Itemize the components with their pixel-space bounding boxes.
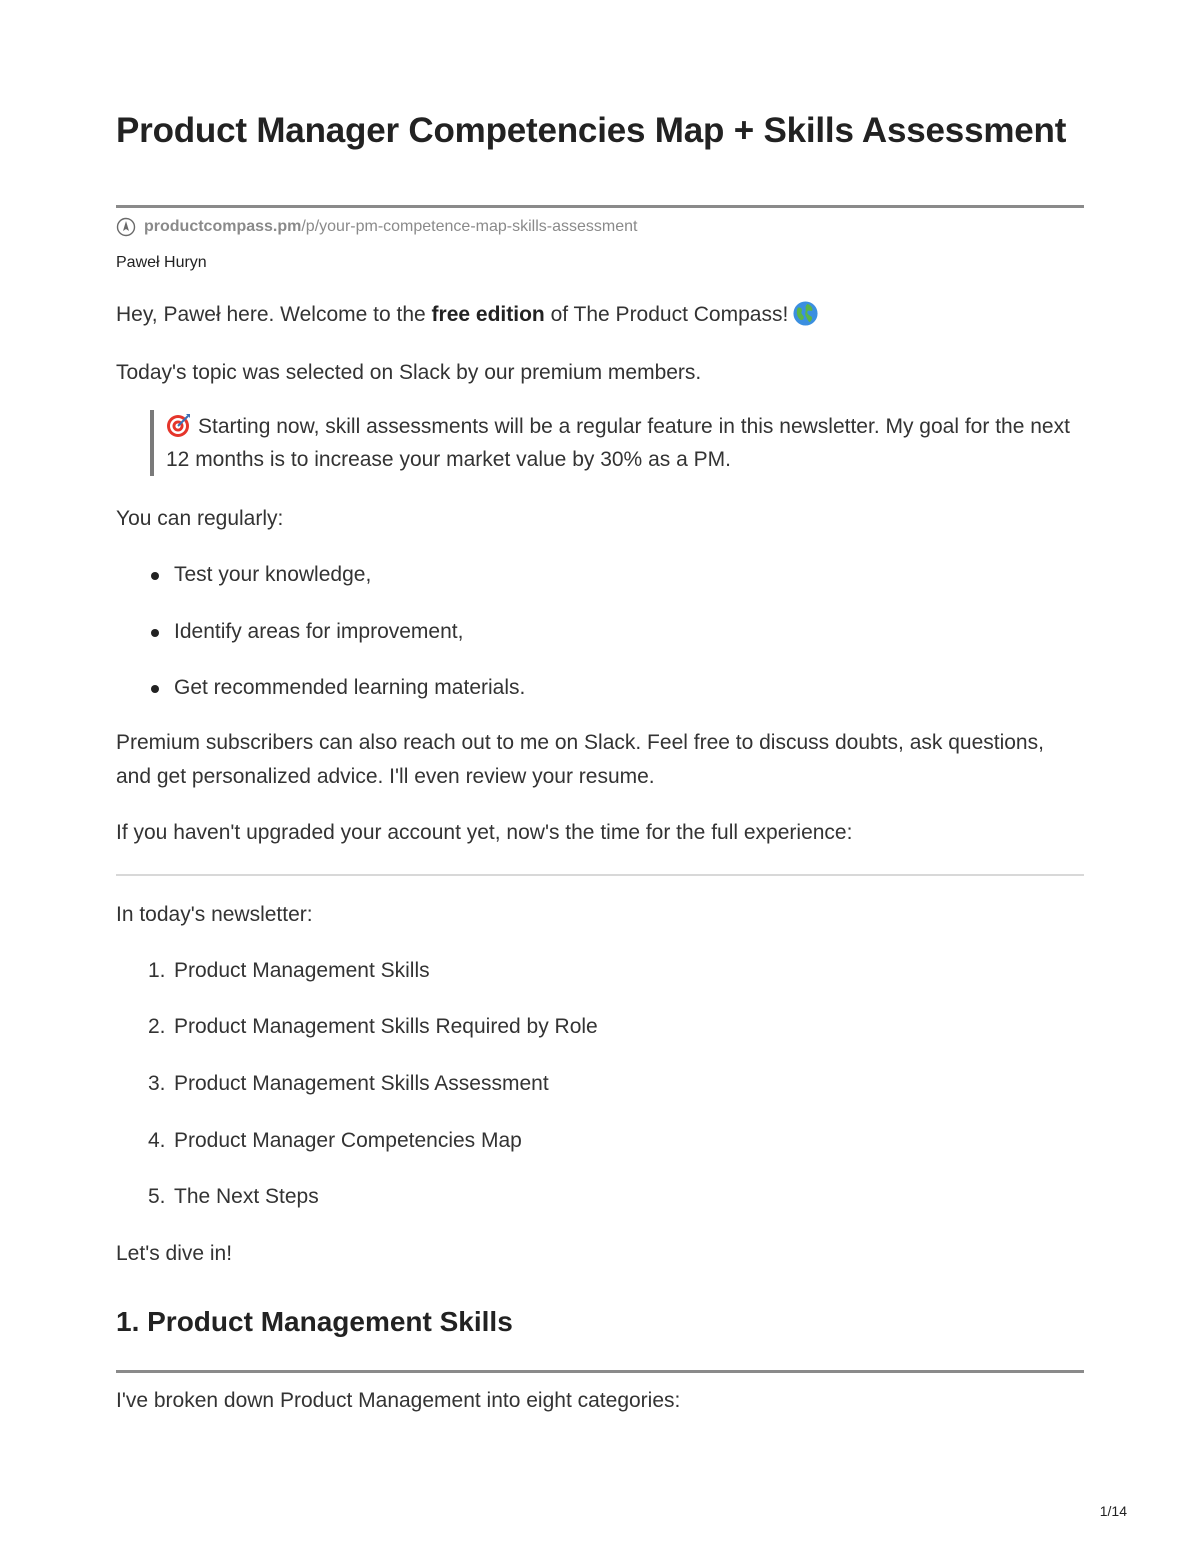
globe-icon: [792, 300, 819, 327]
bullet-icon: [151, 572, 159, 580]
toc-item-number: 4.: [148, 1129, 166, 1152]
section-intro-paragraph: I've broken down Product Management into eight categories:: [116, 1389, 681, 1412]
toc-item-label: Product Management Skills Assessment: [174, 1072, 549, 1095]
target-icon: [166, 412, 192, 438]
toc-item-number: 5.: [148, 1185, 166, 1208]
bullet-icon: [151, 629, 159, 637]
blockquote: [150, 410, 1086, 476]
list-item-text: Test your knowledge,: [174, 563, 372, 586]
toc-item-number: 2.: [148, 1015, 166, 1038]
section-heading-divider: [116, 1370, 1084, 1373]
list-item-text: Get recommended learning materials.: [174, 676, 526, 699]
toc-item-label: The Next Steps: [174, 1185, 319, 1208]
toc-item-label: Product Management Skills Required by Role: [174, 1015, 598, 1038]
topic-paragraph: Today's topic was selected on Slack by our premium members.: [116, 361, 702, 384]
section-heading: 1. Product Management Skills: [116, 1306, 513, 1337]
list-item-text: Identify areas for improvement,: [174, 620, 464, 643]
dive-in-paragraph: Let's dive in!: [116, 1242, 233, 1265]
compass-icon: [116, 217, 136, 237]
title-divider: [116, 205, 1084, 208]
greeting-text-after: of The Product Compass!: [544, 303, 789, 326]
quote-paragraph: [166, 410, 1086, 476]
greeting-text-before: Hey, Paweł here. Welcome to the: [116, 303, 432, 326]
premium-paragraph: Premium subscribers can also reach out to me on Slack. Feel free to discuss doubts, ask questions, and get personalized advice. I'll even review your resume.: [116, 731, 1044, 788]
page-number: 1/14: [1099, 1503, 1127, 1519]
section-divider: [116, 874, 1084, 876]
toc-item-number: 3.: [148, 1072, 166, 1095]
toc-lead: In today's newsletter:: [116, 903, 313, 926]
source-link[interactable]: [116, 216, 637, 238]
quote-text: Starting now, skill assessments will be a regular feature in this newsletter. My goal for the next 12 months is to increase your market value by 30% as a PM.: [166, 415, 1070, 471]
greeting-bold-text: free edition: [431, 303, 545, 326]
toc-item-label: Product Manager Competencies Map: [174, 1129, 522, 1152]
source-path: /p/your-pm-competence-map-skills-assessment: [301, 218, 638, 235]
upgrade-paragraph: If you haven't upgraded your account yet, now's the time for the full experience:: [116, 821, 853, 844]
regularly-lead: You can regularly:: [116, 507, 284, 530]
source-domain: productcompass.pm: [144, 218, 302, 235]
author-name: Paweł Huryn: [116, 254, 207, 271]
article-title: Product Manager Competencies Map + Skills Assessment: [116, 111, 1067, 150]
toc-item-label: Product Management Skills: [174, 959, 430, 982]
greeting-paragraph: [116, 298, 1084, 332]
toc-item-number: 1.: [148, 959, 166, 982]
bullet-icon: [151, 685, 159, 693]
